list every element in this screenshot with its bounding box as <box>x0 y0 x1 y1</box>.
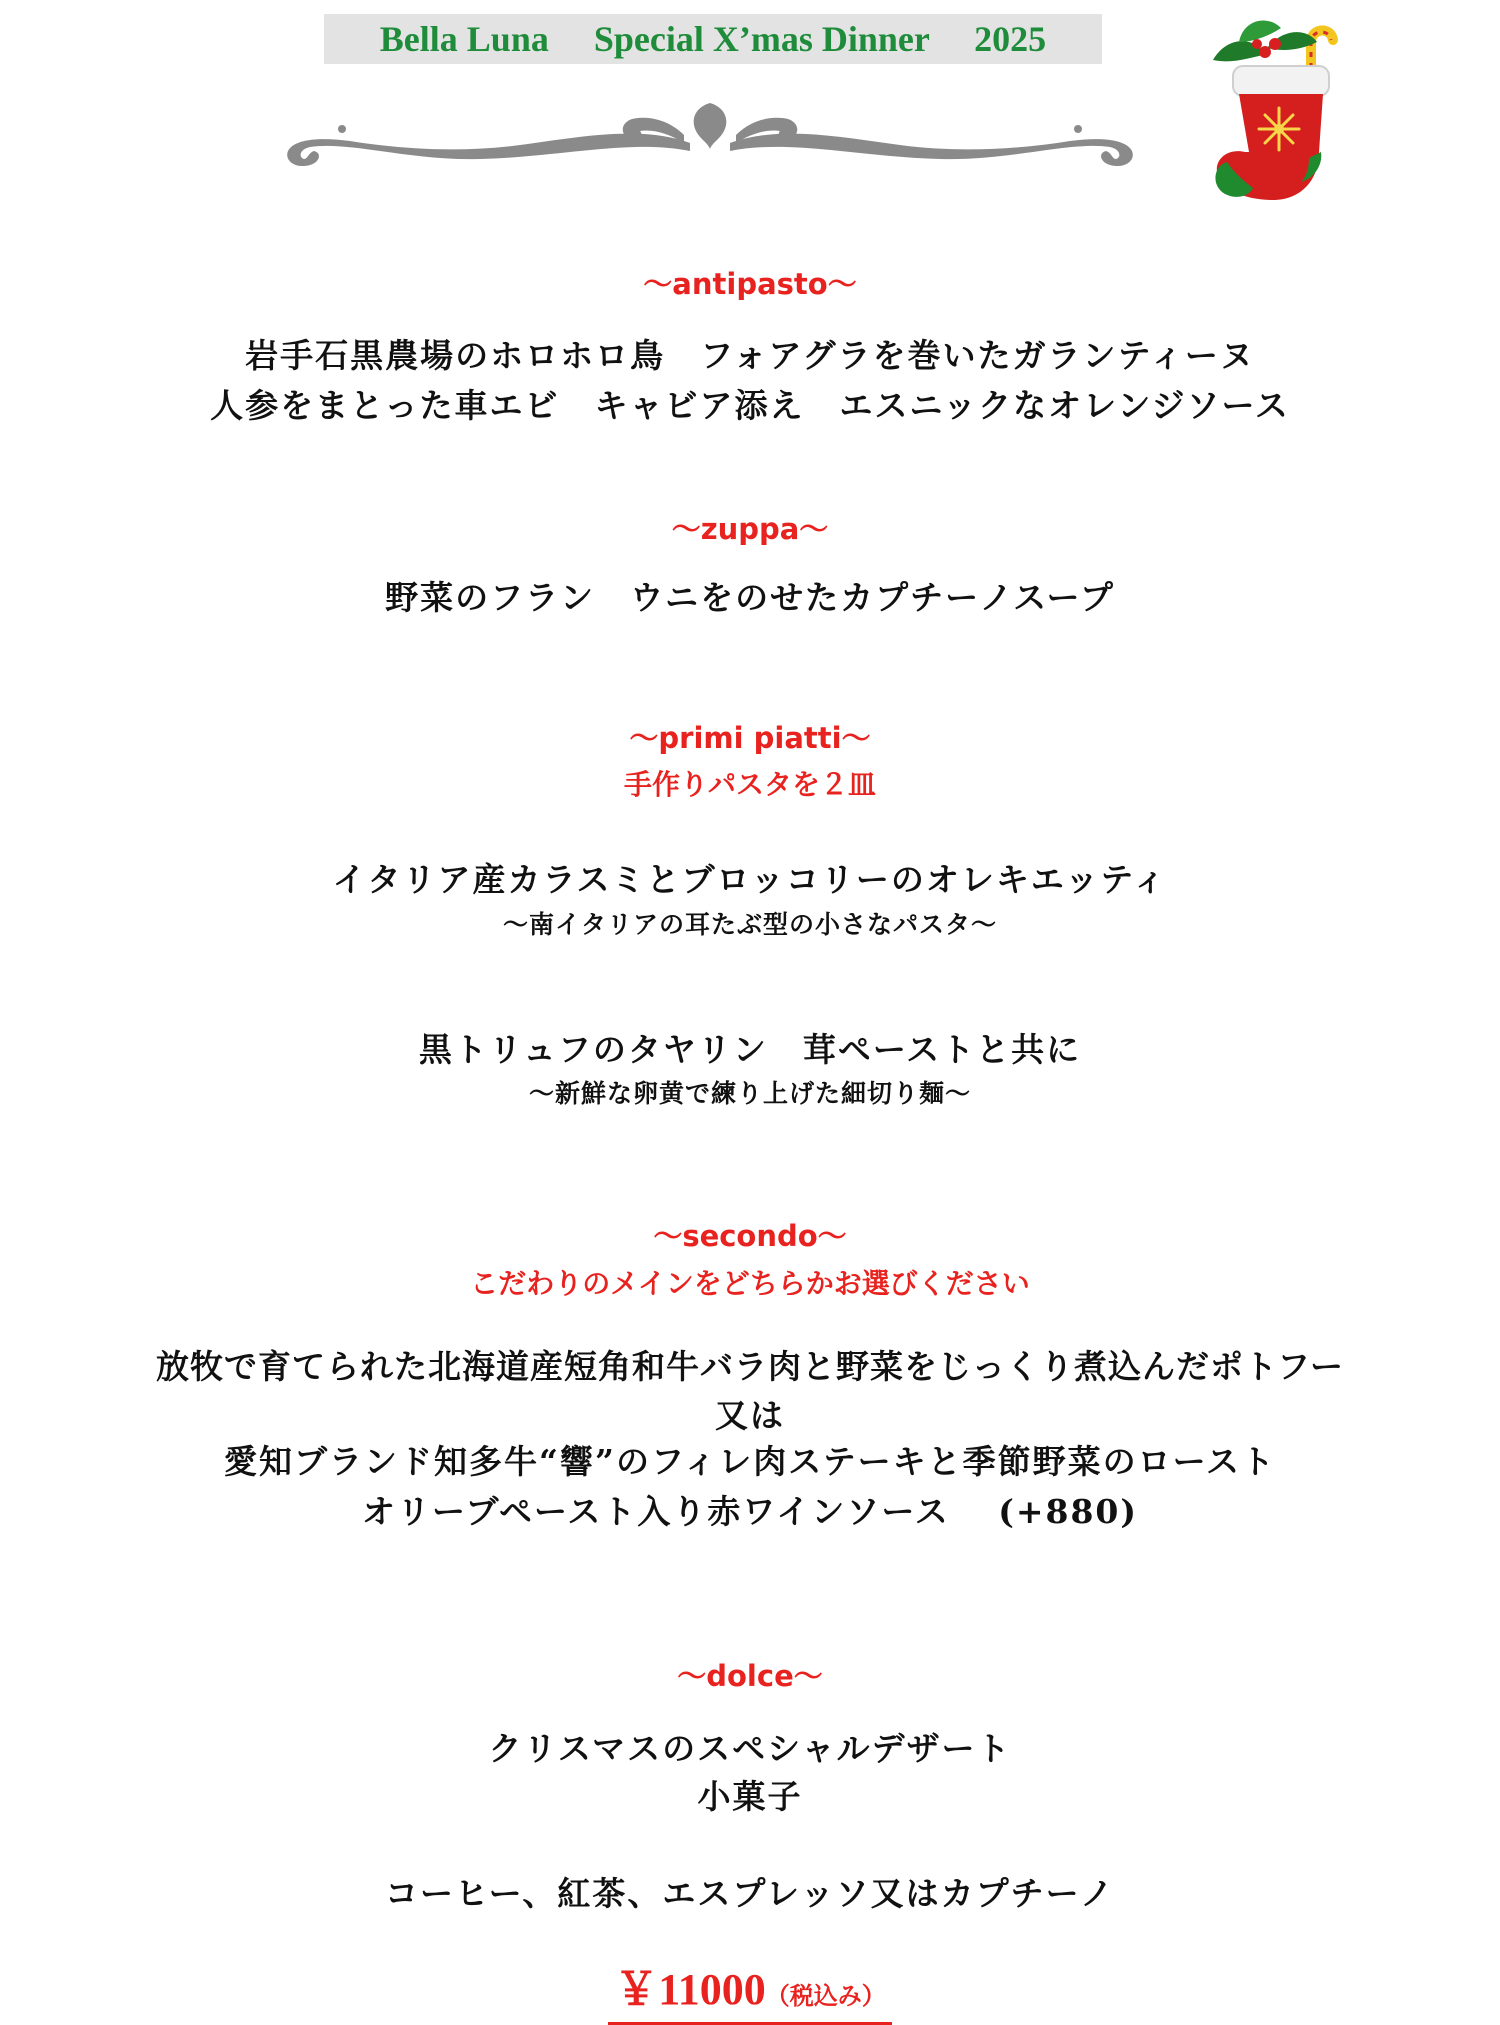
course-heading-primi-piatti: ～primi piatti～ <box>629 721 871 755</box>
scroll-ornament <box>280 95 1140 175</box>
dish-primi-2: 黒トリュフのタヤリン 茸ペーストと共に <box>418 1030 1082 1069</box>
dish-dolce-drinks: コーヒー、紅茶、エスプレッソ又はカプチーノ <box>384 1874 1116 1913</box>
dish-antipasto-2: 人参をまとった車エビ キャビア添え エスニックなオレンジソース <box>210 386 1290 425</box>
dish-secondo-1: 放牧で育てられた北海道産短角和牛バラ肉と野菜をじっくり煮込んだポトフー <box>155 1347 1345 1386</box>
dish-dolce-1: クリスマスのスペシャルデザート <box>488 1729 1012 1768</box>
dish-secondo-2-sauce: オリーブペースト入り赤ワインソース (+880) <box>362 1492 1138 1531</box>
course-heading-zuppa: ～zuppa～ <box>671 512 829 546</box>
course-heading-antipasto: ～antipasto～ <box>643 267 857 301</box>
course-note-primi-piatti: 手作りパスタを２皿 <box>623 768 876 801</box>
dish-dolce-2: 小菓子 <box>697 1777 803 1816</box>
price-tax-note: （税込み） <box>765 1981 886 2010</box>
price-line <box>0 1965 1500 2025</box>
course-heading-dolce: ～dolce～ <box>677 1659 823 1693</box>
price-amount: ￥11000 <box>614 1965 766 2014</box>
dish-primi-1: イタリア産カラスミとブロッコリーのオレキエッティ <box>332 860 1168 899</box>
dish-secondo-or: 又は <box>715 1396 785 1435</box>
dish-antipasto-1: 岩手石黒農場のホロホロ鳥 フォアグラを巻いたガランティーヌ <box>245 336 1255 375</box>
dish-primi-1-description: ～南イタリアの耳たぶ型の小さなパスタ～ <box>502 910 997 939</box>
course-heading-secondo: ～secondo～ <box>653 1219 847 1253</box>
course-note-secondo: こだわりのメインをどちらかお選びください <box>470 1267 1030 1300</box>
dish-primi-2-description: ～新鮮な卵黄で練り上げた細切り麺～ <box>528 1079 971 1108</box>
christmas-stocking-icon <box>1183 12 1363 212</box>
price-tag <box>608 1965 892 2025</box>
menu-title: Bella Luna Special X’mas Dinner 2025 <box>379 19 1047 59</box>
dish-secondo-2: 愛知ブランド知多牛“響”のフィレ肉ステーキと季節野菜のロースト <box>223 1442 1276 1481</box>
dish-zuppa-1: 野菜のフラン ウニをのせたカプチーノスープ <box>385 578 1115 617</box>
